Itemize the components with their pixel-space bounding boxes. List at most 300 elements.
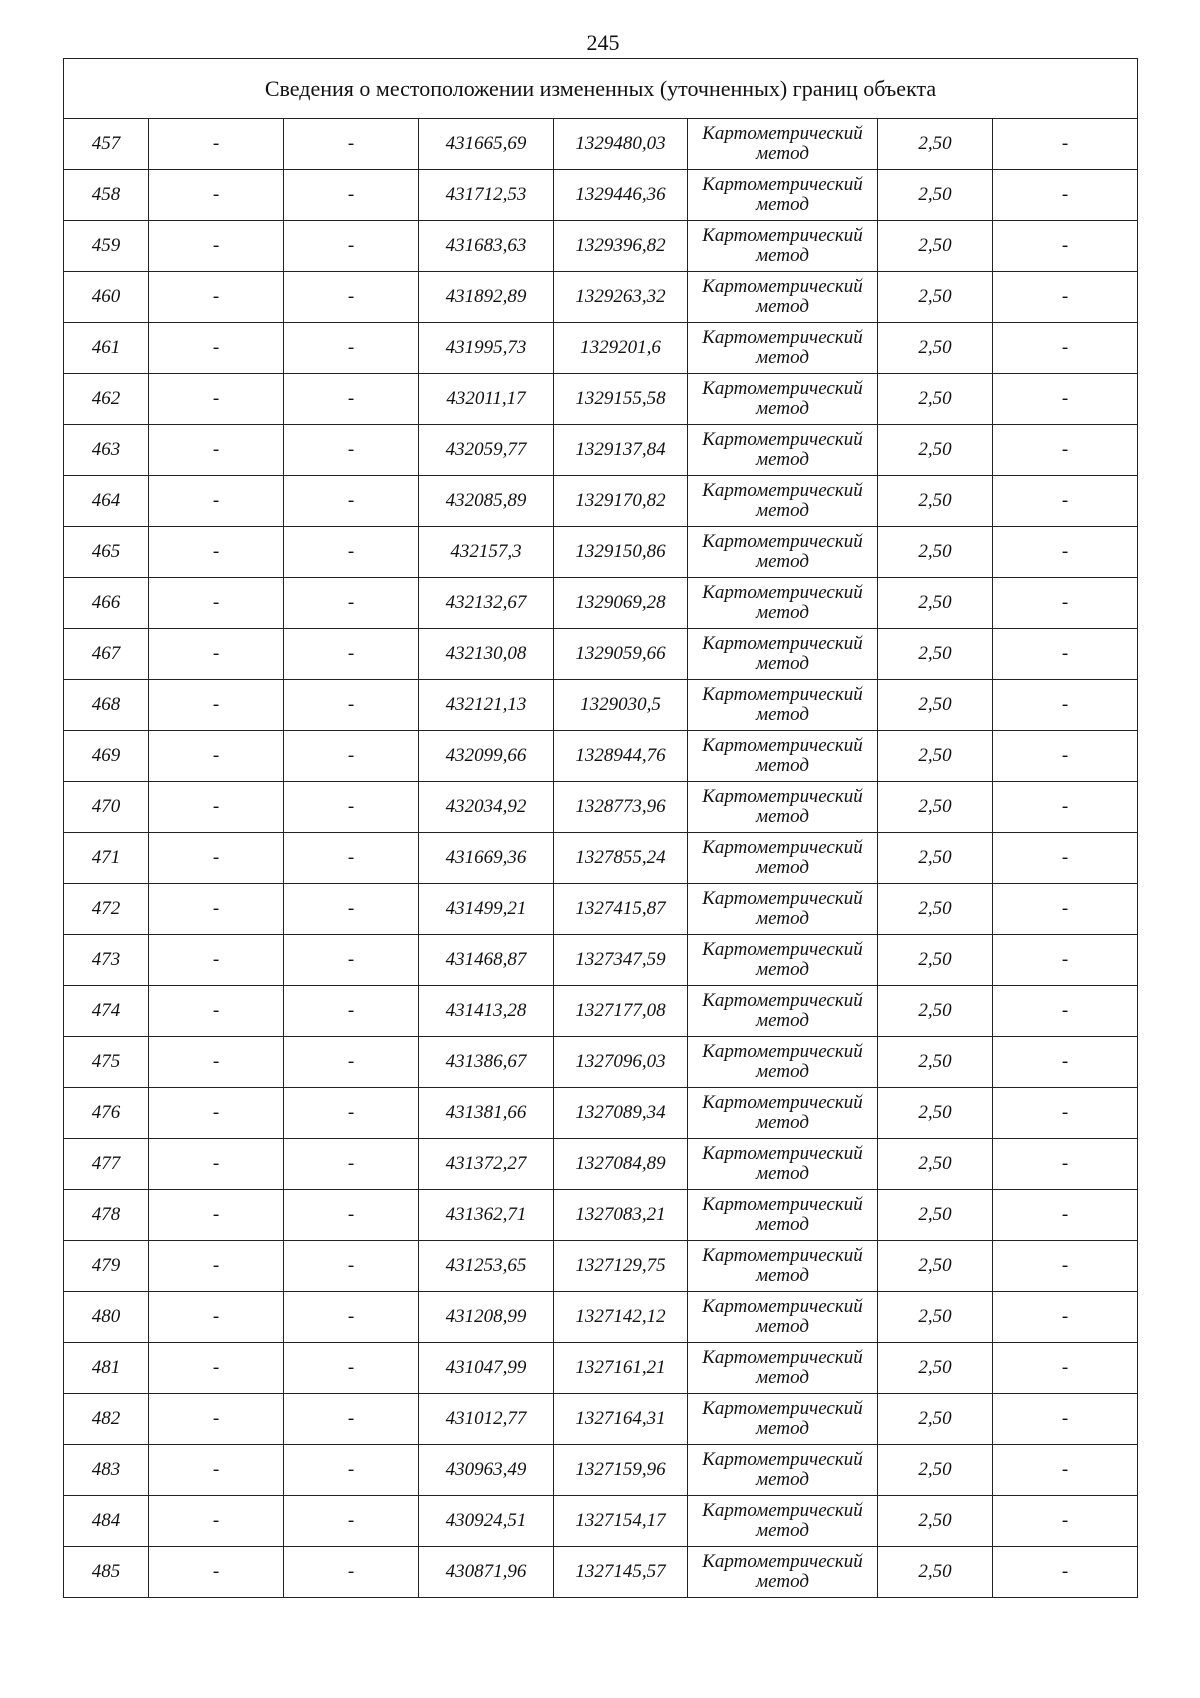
table-row bbox=[64, 1088, 1138, 1139]
accuracy-cell: 2,50 bbox=[878, 1394, 993, 1445]
method-cell bbox=[688, 1394, 878, 1445]
table-row bbox=[64, 425, 1138, 476]
method-text: метод bbox=[756, 755, 809, 776]
method-text: Картометрический bbox=[702, 480, 863, 501]
table-row bbox=[64, 527, 1138, 578]
old-y-cell: - bbox=[284, 119, 419, 170]
method-cell bbox=[688, 323, 878, 374]
y-coordinate-cell: 1329201,6 bbox=[554, 323, 688, 374]
point-number-cell: 460 bbox=[64, 272, 149, 323]
old-y-cell: - bbox=[284, 629, 419, 680]
x-coordinate-cell: 431712,53 bbox=[419, 170, 554, 221]
point-number-cell: 459 bbox=[64, 221, 149, 272]
description-cell: - bbox=[993, 884, 1138, 935]
old-y-cell: - bbox=[284, 986, 419, 1037]
method-cell bbox=[688, 1241, 878, 1292]
old-x-cell: - bbox=[149, 1343, 284, 1394]
method-text: метод bbox=[756, 1520, 809, 1541]
old-y-cell: - bbox=[284, 1445, 419, 1496]
x-coordinate-cell: 431386,67 bbox=[419, 1037, 554, 1088]
point-number-cell: 480 bbox=[64, 1292, 149, 1343]
x-coordinate-cell: 430871,96 bbox=[419, 1547, 554, 1598]
method-text: метод bbox=[756, 1571, 809, 1592]
table-row bbox=[64, 1037, 1138, 1088]
y-coordinate-cell: 1328944,76 bbox=[554, 731, 688, 782]
old-y-cell: - bbox=[284, 1139, 419, 1190]
method-text: Картометрический bbox=[702, 1143, 863, 1164]
accuracy-cell: 2,50 bbox=[878, 1088, 993, 1139]
old-y-cell: - bbox=[284, 680, 419, 731]
old-x-cell: - bbox=[149, 1037, 284, 1088]
table-row bbox=[64, 170, 1138, 221]
point-number-cell: 462 bbox=[64, 374, 149, 425]
description-cell: - bbox=[993, 272, 1138, 323]
old-y-cell: - bbox=[284, 935, 419, 986]
method-cell bbox=[688, 731, 878, 782]
table-row bbox=[64, 1343, 1138, 1394]
point-number-cell: 474 bbox=[64, 986, 149, 1037]
accuracy-cell: 2,50 bbox=[878, 986, 993, 1037]
accuracy-cell: 2,50 bbox=[878, 833, 993, 884]
table-row bbox=[64, 578, 1138, 629]
method-cell bbox=[688, 1445, 878, 1496]
table-row bbox=[64, 476, 1138, 527]
old-x-cell: - bbox=[149, 1445, 284, 1496]
table-row bbox=[64, 374, 1138, 425]
old-y-cell: - bbox=[284, 782, 419, 833]
accuracy-cell: 2,50 bbox=[878, 1445, 993, 1496]
method-cell bbox=[688, 425, 878, 476]
description-cell: - bbox=[993, 782, 1138, 833]
table-row bbox=[64, 935, 1138, 986]
old-y-cell: - bbox=[284, 221, 419, 272]
old-x-cell: - bbox=[149, 629, 284, 680]
description-cell: - bbox=[993, 119, 1138, 170]
method-text: Картометрический bbox=[702, 786, 863, 807]
accuracy-cell: 2,50 bbox=[878, 680, 993, 731]
description-cell: - bbox=[993, 425, 1138, 476]
y-coordinate-cell: 1327129,75 bbox=[554, 1241, 688, 1292]
point-number-cell: 476 bbox=[64, 1088, 149, 1139]
y-coordinate-cell: 1327096,03 bbox=[554, 1037, 688, 1088]
y-coordinate-cell: 1329446,36 bbox=[554, 170, 688, 221]
method-cell bbox=[688, 680, 878, 731]
x-coordinate-cell: 431372,27 bbox=[419, 1139, 554, 1190]
accuracy-cell: 2,50 bbox=[878, 119, 993, 170]
accuracy-cell: 2,50 bbox=[878, 884, 993, 935]
table-row bbox=[64, 1139, 1138, 1190]
point-number-cell: 483 bbox=[64, 1445, 149, 1496]
method-cell bbox=[688, 1547, 878, 1598]
y-coordinate-cell: 1327154,17 bbox=[554, 1496, 688, 1547]
old-x-cell: - bbox=[149, 1139, 284, 1190]
x-coordinate-cell: 431892,89 bbox=[419, 272, 554, 323]
method-cell bbox=[688, 1496, 878, 1547]
description-cell: - bbox=[993, 527, 1138, 578]
x-coordinate-cell: 431995,73 bbox=[419, 323, 554, 374]
method-text: Картометрический bbox=[702, 1092, 863, 1113]
description-cell: - bbox=[993, 1496, 1138, 1547]
old-x-cell: - bbox=[149, 884, 284, 935]
accuracy-cell: 2,50 bbox=[878, 323, 993, 374]
old-y-cell: - bbox=[284, 1496, 419, 1547]
description-cell: - bbox=[993, 1547, 1138, 1598]
method-text: Картометрический bbox=[702, 531, 863, 552]
point-number-cell: 482 bbox=[64, 1394, 149, 1445]
method-text: метод bbox=[756, 857, 809, 878]
method-text: Картометрический bbox=[702, 1449, 863, 1470]
old-x-cell: - bbox=[149, 578, 284, 629]
old-x-cell: - bbox=[149, 527, 284, 578]
method-cell bbox=[688, 170, 878, 221]
method-text: Картометрический bbox=[702, 1041, 863, 1062]
point-number-cell: 473 bbox=[64, 935, 149, 986]
method-text: метод bbox=[756, 296, 809, 317]
method-cell bbox=[688, 1190, 878, 1241]
y-coordinate-cell: 1327089,34 bbox=[554, 1088, 688, 1139]
method-text: Картометрический bbox=[702, 123, 863, 144]
old-x-cell: - bbox=[149, 731, 284, 782]
method-text: Картометрический bbox=[702, 276, 863, 297]
description-cell: - bbox=[993, 731, 1138, 782]
method-cell bbox=[688, 374, 878, 425]
old-x-cell: - bbox=[149, 833, 284, 884]
method-text: Картометрический bbox=[702, 633, 863, 654]
accuracy-cell: 2,50 bbox=[878, 170, 993, 221]
method-text: метод bbox=[756, 194, 809, 215]
old-x-cell: - bbox=[149, 782, 284, 833]
accuracy-cell: 2,50 bbox=[878, 578, 993, 629]
y-coordinate-cell: 1329263,32 bbox=[554, 272, 688, 323]
point-number-cell: 466 bbox=[64, 578, 149, 629]
method-text: метод bbox=[756, 1163, 809, 1184]
x-coordinate-cell: 432034,92 bbox=[419, 782, 554, 833]
accuracy-cell: 2,50 bbox=[878, 1292, 993, 1343]
description-cell: - bbox=[993, 1241, 1138, 1292]
accuracy-cell: 2,50 bbox=[878, 272, 993, 323]
method-text: Картометрический bbox=[702, 1296, 863, 1317]
old-y-cell: - bbox=[284, 578, 419, 629]
x-coordinate-cell: 431468,87 bbox=[419, 935, 554, 986]
description-cell: - bbox=[993, 578, 1138, 629]
point-number-cell: 465 bbox=[64, 527, 149, 578]
point-number-cell: 467 bbox=[64, 629, 149, 680]
method-text: Картометрический bbox=[702, 735, 863, 756]
old-y-cell: - bbox=[284, 731, 419, 782]
point-number-cell: 481 bbox=[64, 1343, 149, 1394]
method-cell bbox=[688, 119, 878, 170]
method-text: Картометрический bbox=[702, 327, 863, 348]
y-coordinate-cell: 1329396,82 bbox=[554, 221, 688, 272]
point-number-cell: 479 bbox=[64, 1241, 149, 1292]
method-cell bbox=[688, 527, 878, 578]
old-y-cell: - bbox=[284, 1088, 419, 1139]
description-cell: - bbox=[993, 1190, 1138, 1241]
table-row bbox=[64, 323, 1138, 374]
x-coordinate-cell: 431665,69 bbox=[419, 119, 554, 170]
y-coordinate-cell: 1327161,21 bbox=[554, 1343, 688, 1394]
method-text: метод bbox=[756, 653, 809, 674]
point-number-cell: 470 bbox=[64, 782, 149, 833]
old-y-cell: - bbox=[284, 1241, 419, 1292]
description-cell: - bbox=[993, 1292, 1138, 1343]
old-y-cell: - bbox=[284, 374, 419, 425]
table-row bbox=[64, 1292, 1138, 1343]
old-x-cell: - bbox=[149, 1547, 284, 1598]
old-y-cell: - bbox=[284, 1037, 419, 1088]
point-number-cell: 471 bbox=[64, 833, 149, 884]
table-row bbox=[64, 119, 1138, 170]
old-x-cell: - bbox=[149, 680, 284, 731]
point-number-cell: 478 bbox=[64, 1190, 149, 1241]
y-coordinate-cell: 1329059,66 bbox=[554, 629, 688, 680]
old-x-cell: - bbox=[149, 1394, 284, 1445]
y-coordinate-cell: 1329137,84 bbox=[554, 425, 688, 476]
x-coordinate-cell: 431669,36 bbox=[419, 833, 554, 884]
y-coordinate-cell: 1329069,28 bbox=[554, 578, 688, 629]
method-text: Картометрический bbox=[702, 1551, 863, 1572]
old-x-cell: - bbox=[149, 221, 284, 272]
method-text: Картометрический bbox=[702, 837, 863, 858]
y-coordinate-cell: 1327415,87 bbox=[554, 884, 688, 935]
method-text: метод bbox=[756, 449, 809, 470]
x-coordinate-cell: 432132,67 bbox=[419, 578, 554, 629]
x-coordinate-cell: 431012,77 bbox=[419, 1394, 554, 1445]
method-text: метод bbox=[756, 704, 809, 725]
table-row bbox=[64, 1547, 1138, 1598]
description-cell: - bbox=[993, 833, 1138, 884]
method-text: Картометрический bbox=[702, 1245, 863, 1266]
method-text: Картометрический bbox=[702, 429, 863, 450]
x-coordinate-cell: 431208,99 bbox=[419, 1292, 554, 1343]
table-row bbox=[64, 986, 1138, 1037]
accuracy-cell: 2,50 bbox=[878, 527, 993, 578]
description-cell: - bbox=[993, 374, 1138, 425]
method-text: метод bbox=[756, 1418, 809, 1439]
table-row bbox=[64, 1394, 1138, 1445]
old-y-cell: - bbox=[284, 323, 419, 374]
method-text: метод bbox=[756, 1214, 809, 1235]
table-row bbox=[64, 782, 1138, 833]
method-text: метод bbox=[756, 1367, 809, 1388]
old-x-cell: - bbox=[149, 1496, 284, 1547]
point-number-cell: 463 bbox=[64, 425, 149, 476]
method-text: метод bbox=[756, 245, 809, 266]
x-coordinate-cell: 431499,21 bbox=[419, 884, 554, 935]
y-coordinate-cell: 1329480,03 bbox=[554, 119, 688, 170]
old-x-cell: - bbox=[149, 935, 284, 986]
x-coordinate-cell: 431047,99 bbox=[419, 1343, 554, 1394]
method-text: метод bbox=[756, 1010, 809, 1031]
method-text: метод bbox=[756, 500, 809, 521]
y-coordinate-cell: 1329150,86 bbox=[554, 527, 688, 578]
method-text: Картометрический bbox=[702, 378, 863, 399]
method-cell bbox=[688, 221, 878, 272]
accuracy-cell: 2,50 bbox=[878, 221, 993, 272]
method-text: Картометрический bbox=[702, 1398, 863, 1419]
accuracy-cell: 2,50 bbox=[878, 782, 993, 833]
accuracy-cell: 2,50 bbox=[878, 1241, 993, 1292]
description-cell: - bbox=[993, 680, 1138, 731]
method-text: метод bbox=[756, 1112, 809, 1133]
old-x-cell: - bbox=[149, 119, 284, 170]
method-text: метод bbox=[756, 398, 809, 419]
method-cell bbox=[688, 1088, 878, 1139]
method-text: метод bbox=[756, 959, 809, 980]
table-row bbox=[64, 1190, 1138, 1241]
y-coordinate-cell: 1327159,96 bbox=[554, 1445, 688, 1496]
method-cell bbox=[688, 986, 878, 1037]
method-cell bbox=[688, 884, 878, 935]
point-number-cell: 484 bbox=[64, 1496, 149, 1547]
old-x-cell: - bbox=[149, 986, 284, 1037]
description-cell: - bbox=[993, 1037, 1138, 1088]
method-cell bbox=[688, 1037, 878, 1088]
method-text: метод bbox=[756, 1061, 809, 1082]
point-number-cell: 464 bbox=[64, 476, 149, 527]
accuracy-cell: 2,50 bbox=[878, 731, 993, 782]
page-number: 245 bbox=[586, 30, 620, 55]
point-number-cell: 472 bbox=[64, 884, 149, 935]
x-coordinate-cell: 432099,66 bbox=[419, 731, 554, 782]
description-cell: - bbox=[993, 1445, 1138, 1496]
old-y-cell: - bbox=[284, 1292, 419, 1343]
y-coordinate-cell: 1329030,5 bbox=[554, 680, 688, 731]
x-coordinate-cell: 432130,08 bbox=[419, 629, 554, 680]
old-x-cell: - bbox=[149, 476, 284, 527]
method-text: метод bbox=[756, 1469, 809, 1490]
method-text: метод bbox=[756, 806, 809, 827]
y-coordinate-cell: 1327083,21 bbox=[554, 1190, 688, 1241]
accuracy-cell: 2,50 bbox=[878, 425, 993, 476]
old-y-cell: - bbox=[284, 1343, 419, 1394]
method-text: метод bbox=[756, 1265, 809, 1286]
method-cell bbox=[688, 782, 878, 833]
x-coordinate-cell: 432011,17 bbox=[419, 374, 554, 425]
old-y-cell: - bbox=[284, 425, 419, 476]
table-row bbox=[64, 1241, 1138, 1292]
point-number-cell: 458 bbox=[64, 170, 149, 221]
old-y-cell: - bbox=[284, 833, 419, 884]
y-coordinate-cell: 1327855,24 bbox=[554, 833, 688, 884]
method-cell bbox=[688, 935, 878, 986]
old-x-cell: - bbox=[149, 425, 284, 476]
point-number-cell: 461 bbox=[64, 323, 149, 374]
method-text: Картометрический bbox=[702, 684, 863, 705]
method-text: Картометрический bbox=[702, 939, 863, 960]
old-y-cell: - bbox=[284, 1394, 419, 1445]
point-number-cell: 485 bbox=[64, 1547, 149, 1598]
x-coordinate-cell: 430963,49 bbox=[419, 1445, 554, 1496]
method-text: метод bbox=[756, 1316, 809, 1337]
description-cell: - bbox=[993, 1394, 1138, 1445]
table-row bbox=[64, 629, 1138, 680]
table-row bbox=[64, 272, 1138, 323]
old-y-cell: - bbox=[284, 884, 419, 935]
point-number-cell: 457 bbox=[64, 119, 149, 170]
point-number-cell: 469 bbox=[64, 731, 149, 782]
old-x-cell: - bbox=[149, 323, 284, 374]
x-coordinate-cell: 431413,28 bbox=[419, 986, 554, 1037]
accuracy-cell: 2,50 bbox=[878, 374, 993, 425]
description-cell: - bbox=[993, 935, 1138, 986]
y-coordinate-cell: 1327347,59 bbox=[554, 935, 688, 986]
accuracy-cell: 2,50 bbox=[878, 476, 993, 527]
old-y-cell: - bbox=[284, 272, 419, 323]
boundary-coordinates-table bbox=[63, 58, 1138, 1598]
x-coordinate-cell: 430924,51 bbox=[419, 1496, 554, 1547]
method-text: метод bbox=[756, 602, 809, 623]
x-coordinate-cell: 432121,13 bbox=[419, 680, 554, 731]
method-text: метод bbox=[756, 347, 809, 368]
method-text: Картометрический bbox=[702, 582, 863, 603]
method-cell bbox=[688, 1343, 878, 1394]
accuracy-cell: 2,50 bbox=[878, 1547, 993, 1598]
description-cell: - bbox=[993, 1139, 1138, 1190]
accuracy-cell: 2,50 bbox=[878, 1496, 993, 1547]
old-x-cell: - bbox=[149, 1190, 284, 1241]
point-number-cell: 468 bbox=[64, 680, 149, 731]
table-row bbox=[64, 1496, 1138, 1547]
description-cell: - bbox=[993, 1088, 1138, 1139]
old-x-cell: - bbox=[149, 272, 284, 323]
y-coordinate-cell: 1327145,57 bbox=[554, 1547, 688, 1598]
method-text: метод bbox=[756, 143, 809, 164]
y-coordinate-cell: 1327142,12 bbox=[554, 1292, 688, 1343]
table-row bbox=[64, 1445, 1138, 1496]
description-cell: - bbox=[993, 629, 1138, 680]
accuracy-cell: 2,50 bbox=[878, 1343, 993, 1394]
method-cell bbox=[688, 833, 878, 884]
y-coordinate-cell: 1327177,08 bbox=[554, 986, 688, 1037]
method-text: Картометрический bbox=[702, 1194, 863, 1215]
method-text: Картометрический bbox=[702, 225, 863, 246]
x-coordinate-cell: 431683,63 bbox=[419, 221, 554, 272]
old-y-cell: - bbox=[284, 1190, 419, 1241]
old-x-cell: - bbox=[149, 1241, 284, 1292]
table-row bbox=[64, 731, 1138, 782]
method-cell bbox=[688, 1292, 878, 1343]
old-x-cell: - bbox=[149, 374, 284, 425]
y-coordinate-cell: 1328773,96 bbox=[554, 782, 688, 833]
x-coordinate-cell: 432157,3 bbox=[419, 527, 554, 578]
method-cell bbox=[688, 1139, 878, 1190]
method-cell bbox=[688, 578, 878, 629]
accuracy-cell: 2,50 bbox=[878, 1139, 993, 1190]
description-cell: - bbox=[993, 1343, 1138, 1394]
x-coordinate-cell: 432059,77 bbox=[419, 425, 554, 476]
method-text: Картометрический bbox=[702, 990, 863, 1011]
x-coordinate-cell: 432085,89 bbox=[419, 476, 554, 527]
accuracy-cell: 2,50 bbox=[878, 1190, 993, 1241]
old-x-cell: - bbox=[149, 1088, 284, 1139]
old-y-cell: - bbox=[284, 170, 419, 221]
method-text: Картометрический bbox=[702, 174, 863, 195]
table-row bbox=[64, 221, 1138, 272]
method-text: Картометрический bbox=[702, 1500, 863, 1521]
y-coordinate-cell: 1329155,58 bbox=[554, 374, 688, 425]
method-text: метод bbox=[756, 551, 809, 572]
old-y-cell: - bbox=[284, 1547, 419, 1598]
description-cell: - bbox=[993, 170, 1138, 221]
table-row bbox=[64, 680, 1138, 731]
method-text: метод bbox=[756, 908, 809, 929]
accuracy-cell: 2,50 bbox=[878, 935, 993, 986]
method-cell bbox=[688, 476, 878, 527]
description-cell: - bbox=[993, 476, 1138, 527]
x-coordinate-cell: 431381,66 bbox=[419, 1088, 554, 1139]
accuracy-cell: 2,50 bbox=[878, 629, 993, 680]
